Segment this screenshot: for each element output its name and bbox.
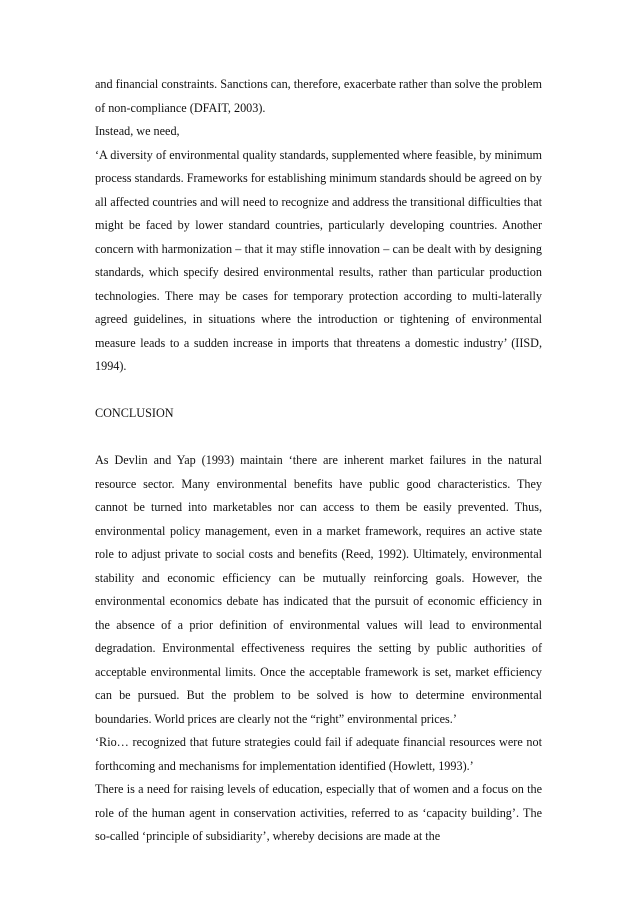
paragraph-gap (95, 379, 542, 403)
paragraph-education: There is a need for raising levels of education, especially that of women and a focus on the role of the human agent in conservation activities, referred to as ‘capacity building’. The so-called ‘principle of subsidiarity’, whereby decisions are made at the (95, 782, 542, 843)
paragraph-sanctions: and financial constraints. Sanctions can, therefore, exacerbate rather than solve the problem of non-compliance (DFAIT, 2003). (95, 77, 542, 115)
paragraph-devlin-yap: As Devlin and Yap (1993) maintain ‘there are inherent market failures in the natural resource sector. Many environmental benefits have public good characteristics. They cannot be turned into marketables nor can access to them be easily prevented. Thus, environmental policy management, even in a market framework, requires an active state role to adjust private to social costs and benefits (Reed, 1992). Ultimately, environmental stability and economic efficiency can be mutually reinforcing goals. However, the environmental economics debate has indicated that the pursuit of economic efficiency in the absence of a prior definition of environmental values will lead to environmental degradation. Environmental effectiveness requires the setting by public authorities of acceptable environmental limits. Once the acceptable framework is set, market efficiency can be pursued. But the problem to be solved is how to determine environmental boundaries. World prices are clearly not the “right” environmental prices.’ (95, 453, 542, 726)
paragraph-gap (95, 426, 542, 450)
section-heading-conclusion: CONCLUSION (95, 406, 174, 420)
paragraph-instead: Instead, we need, (95, 124, 180, 138)
quote-iisd: ‘A diversity of environmental quality standards, supplemented where feasible, by minimum process standards. Frameworks for establishing minimum standards should be agreed on by all affected countries and will need to recognize and address the transitional difficulties that might be faced by lower standard countries, particularly developing countries. Another concern with harmonization – that it may stifle innovation – can be dealt with by designing standards, which specify desired environmental results, rather than particular production technologies. There may be cases for temporary protection according to multi-laterally agreed guidelines, in situations where the introduction or tightening of environmental measure leads to a sudden increase in imports that threatens a domestic industry’ (IISD, 1994). (95, 147, 542, 373)
quote-rio: ‘Rio… recognized that future strategies could fail if adequate financial resources were not forthcoming and mechanisms for implementation identified (Howlett, 1993).’ (95, 735, 542, 773)
document-page (95, 73, 542, 849)
